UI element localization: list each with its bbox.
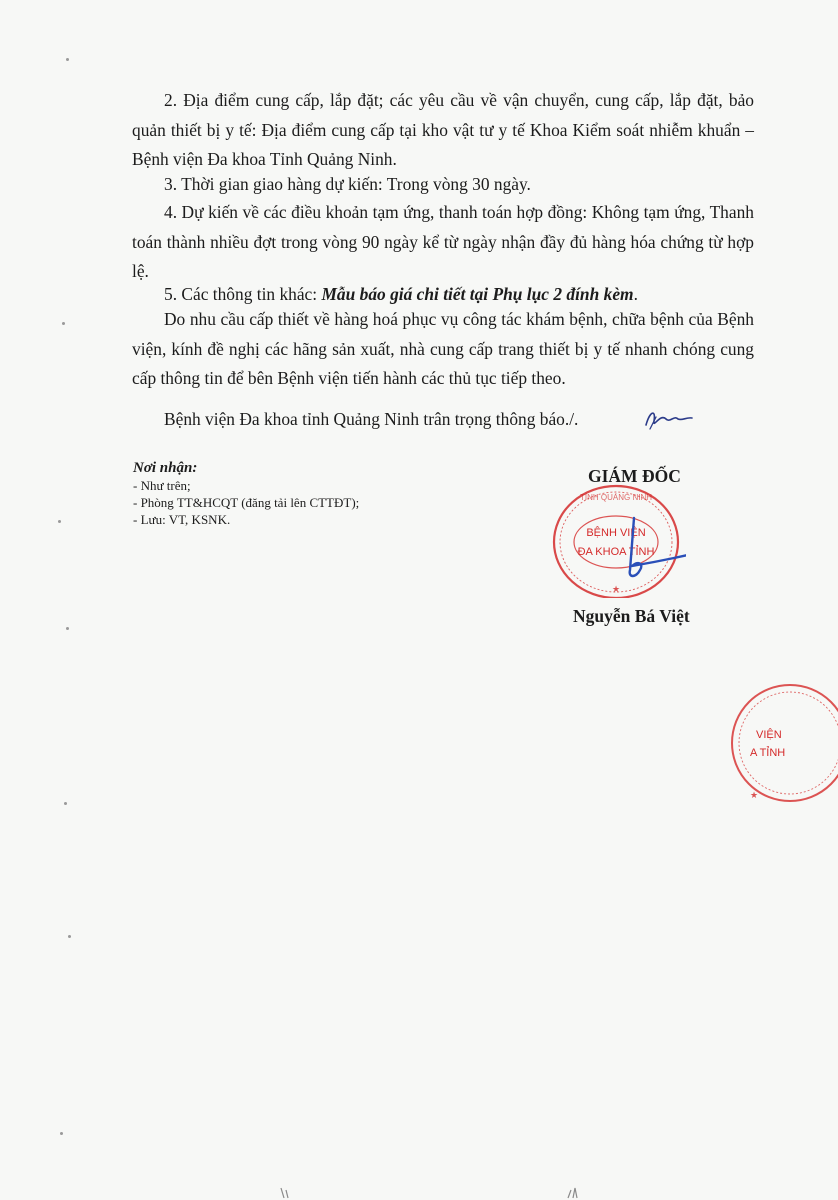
recipient-item: - Phòng TT&HCQT (đăng tải lên CTTĐT); (133, 495, 360, 510)
scan-mark (278, 1186, 292, 1200)
stamp-line-2: ĐA KHOA TỈNH (577, 546, 655, 558)
paragraph-delivery-location: 2. Địa điểm cung cấp, lắp đặt; các yêu cầu về vận chuyển, cung cấp, lắp đặt, bảo quản thiết bị y tế: Địa điểm cung cấp tại kho vật tư y tế Khoa Kiểm soát nhiễm khuẩn – Bệnh viện Đa khoa Tỉnh Quảng Ninh. (132, 90, 754, 169)
recipient-item: - Như trên; (133, 478, 191, 493)
paragraph-closing: Bệnh viện Đa khoa tỉnh Quảng Ninh trân trọng thông báo./. (164, 409, 579, 429)
scan-speck (66, 58, 69, 61)
svg-text:★: ★ (750, 790, 759, 800)
scan-speck (68, 935, 71, 938)
scan-speck (66, 627, 69, 630)
scan-speck (58, 520, 61, 523)
stamp-line-1: BỆNH VIỆN (586, 527, 646, 539)
signer-name: Nguyễn Bá Việt (573, 606, 690, 626)
svg-text:★: ★ (611, 584, 621, 594)
scan-mark (566, 1186, 580, 1200)
partial-seal-line-1: VIỆN (756, 729, 782, 741)
recipients-block (133, 459, 493, 528)
scan-speck (62, 322, 65, 325)
stamp-ring-text: TỈNH QUẢNG NINH (580, 493, 652, 502)
other-info-prefix: 5. Các thông tin khác: (164, 284, 322, 304)
paragraph-delivery-time: 3. Thời gian giao hàng dự kiến: Trong vòng 30 ngày. (164, 174, 531, 194)
partial-seal (720, 680, 838, 806)
recipients-heading: Nơi nhận: (133, 460, 198, 476)
other-info-emphasis: Mẫu báo giá chi tiết tại Phụ lục 2 đính kèm (321, 284, 634, 304)
initials-signature (640, 405, 700, 433)
partial-seal-line-2: A TỈNH (750, 747, 786, 759)
other-info-suffix: . (633, 284, 638, 304)
paragraph-payment-terms: 4. Dự kiến về các điều khoản tạm ứng, thanh toán hợp đồng: Không tạm ứng, Thanh toán thành nhiều đợt trong vòng 90 ngày kể từ ngày nhận đầy đủ hàng hóa chứng từ hợp lệ. (132, 202, 754, 281)
scan-speck (64, 802, 67, 805)
scan-speck (60, 1132, 63, 1135)
official-stamp (546, 478, 686, 598)
recipient-item: - Lưu: VT, KSNK. (133, 512, 231, 527)
signer-title: GIÁM ĐỐC (588, 466, 681, 486)
paragraph-request: Do nhu cầu cấp thiết về hàng hoá phục vụ công tác khám bệnh, chữa bệnh của Bệnh viện, kính đề nghị các hãng sản xuất, nhà cung cấp trang thiết bị y tế nhanh chóng cung cấp thông tin để bên Bệnh viện tiến hành các thủ tục tiếp theo. (132, 309, 754, 388)
